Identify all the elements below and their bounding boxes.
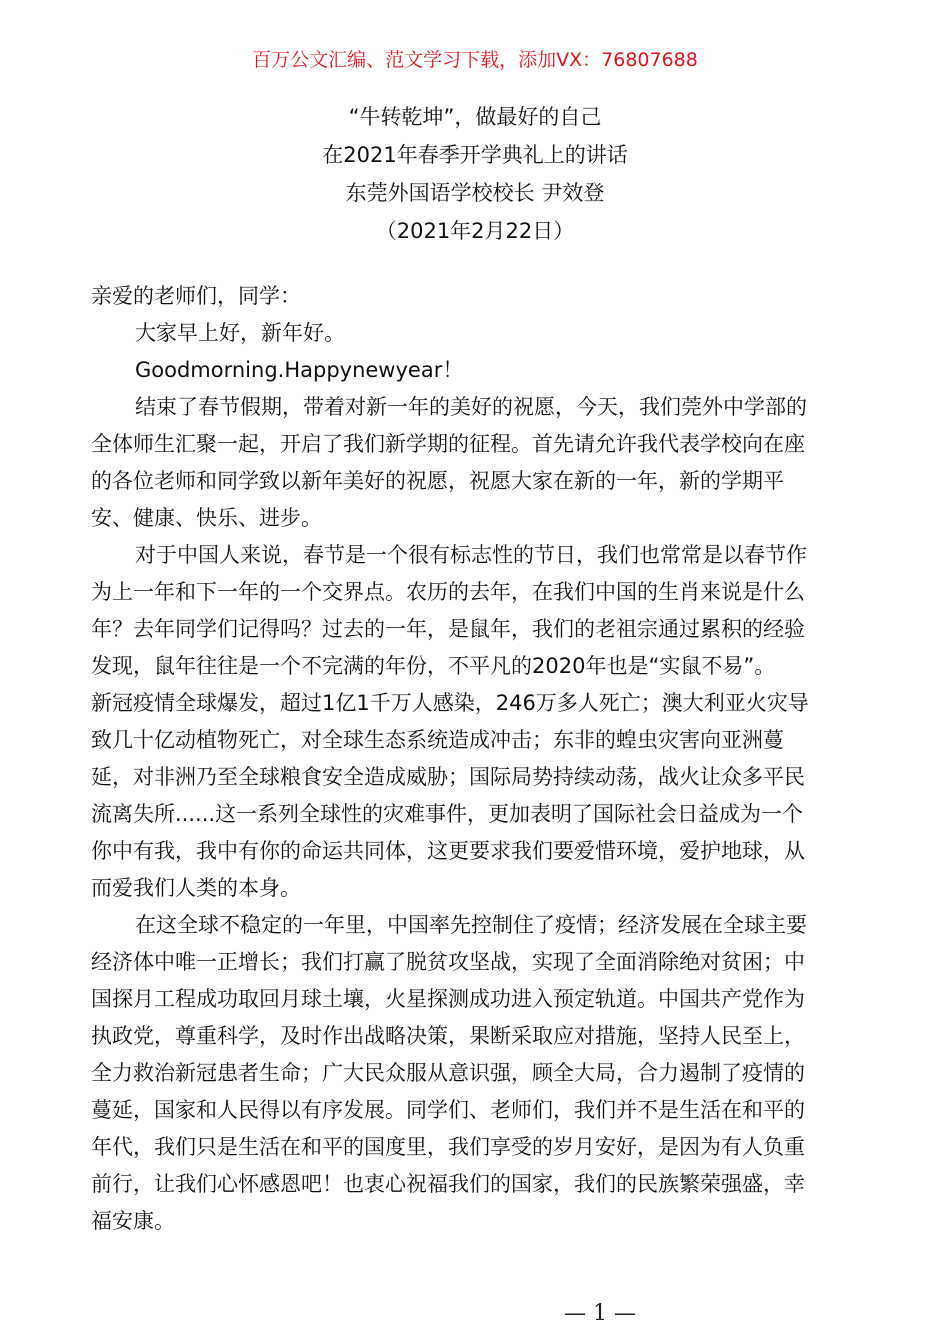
- paragraph: [91, 537, 859, 907]
- paragraph-line: 发现，鼠年往往是一个不完满的年份，不平凡的2020年也是“实鼠不易”。: [91, 654, 776, 678]
- paragraph-line: Goodmorning.Happynewyear！: [135, 358, 464, 382]
- paragraph-line: 新冠疫情全球爆发，超过1亿1千万人感染，246万多人死亡；澳大利亚火灾导: [91, 691, 809, 715]
- paragraph-line: 而爱我们人类的本身。: [91, 876, 301, 900]
- paragraph-line: 年代，我们只是生活在和平的国度里，我们享受的岁月安好，是因为有人负重: [91, 1135, 805, 1159]
- speech-title: “牛转乾坤”，做最好的自己: [348, 105, 602, 129]
- paragraph-line: 蔓延，国家和人民得以有序发展。同学们、老师们，我们并不是生活在和平的: [91, 1098, 805, 1122]
- paragraph: [91, 907, 859, 1240]
- paragraph-line: 安、健康、快乐、进步。: [91, 506, 322, 530]
- paragraph: [91, 352, 859, 389]
- title-block: [0, 98, 950, 250]
- paragraph-line: 延，对非洲乃至全球粮食安全造成威胁；国际局势持续动荡，战火让众多平民: [91, 765, 805, 789]
- speech-body: [91, 278, 859, 1240]
- paragraph-line: 为上一年和下一年的一个交界点。农历的去年，在我们中国的生肖来说是什么: [91, 580, 805, 604]
- paragraph-line: 经济体中唯一正增长；我们打赢了脱贫攻坚战，实现了全面消除绝对贫困；中: [91, 950, 805, 974]
- paragraph-line: 结束了春节假期，带着对新一年的美好的祝愿，今天，我们莞外中学部的: [135, 395, 807, 419]
- paragraph: [91, 389, 859, 537]
- salutation: 亲爱的老师们，同学：: [91, 284, 301, 308]
- paragraph-line: 福安康。: [91, 1209, 175, 1233]
- paragraph-line: 的各位老师和同学致以新年美好的祝愿，祝愿大家在新的一年，新的学期平: [91, 469, 784, 493]
- paragraph-line: 你中有我，我中有你的命运共同体，这更要求我们要爱惜环境，爱护地球，从: [91, 839, 805, 863]
- speaker-line: 东莞外国语学校校长 尹效登: [345, 181, 605, 205]
- page-number: — 1 —: [564, 1301, 636, 1326]
- paragraph-line: 流离失所......这一系列全球性的灾难事件，更加表明了国际社会日益成为一个: [91, 802, 804, 826]
- paragraph-line: 前行，让我们心怀感恩吧！也衷心祝福我们的国家，我们的民族繁荣强盛，幸: [91, 1172, 805, 1196]
- paragraph-line: 对于中国人来说，春节是一个很有标志性的节日，我们也常常是以春节作: [135, 543, 807, 567]
- paragraph-line: 在这全球不稳定的一年里，中国率先控制住了疫情；经济发展在全球主要: [135, 913, 807, 937]
- speech-date: （2021年2月22日）: [375, 219, 575, 243]
- paragraph-line: 大家早上好，新年好。: [135, 321, 345, 345]
- paragraph-line: 执政党，尊重科学，及时作出战略决策，果断采取应对措施，坚持人民至上，: [91, 1024, 805, 1048]
- paragraph: [91, 315, 859, 352]
- watermark-banner: 百万公文汇编、范文学习下载，添加VX：76807688: [252, 49, 698, 71]
- paragraph-line: 全力救治新冠患者生命；广大民众服从意识强，顾全大局，合力遏制了疫情的: [91, 1061, 805, 1085]
- paragraph-line: 致几十亿动植物死亡，对全球生态系统造成冲击；东非的蝗虫灾害向亚洲蔓: [91, 728, 784, 752]
- paragraph-line: 国探月工程成功取回月球土壤，火星探测成功进入预定轨道。中国共产党作为: [91, 987, 805, 1011]
- paragraph-line: 年？去年同学们记得吗？过去的一年，是鼠年，我们的老祖宗通过累积的经验: [91, 617, 805, 641]
- speech-occasion: 在2021年春季开学典礼上的讲话: [322, 143, 628, 167]
- paragraph-line: 全体师生汇聚一起，开启了我们新学期的征程。首先请允许我代表学校向在座: [91, 432, 805, 456]
